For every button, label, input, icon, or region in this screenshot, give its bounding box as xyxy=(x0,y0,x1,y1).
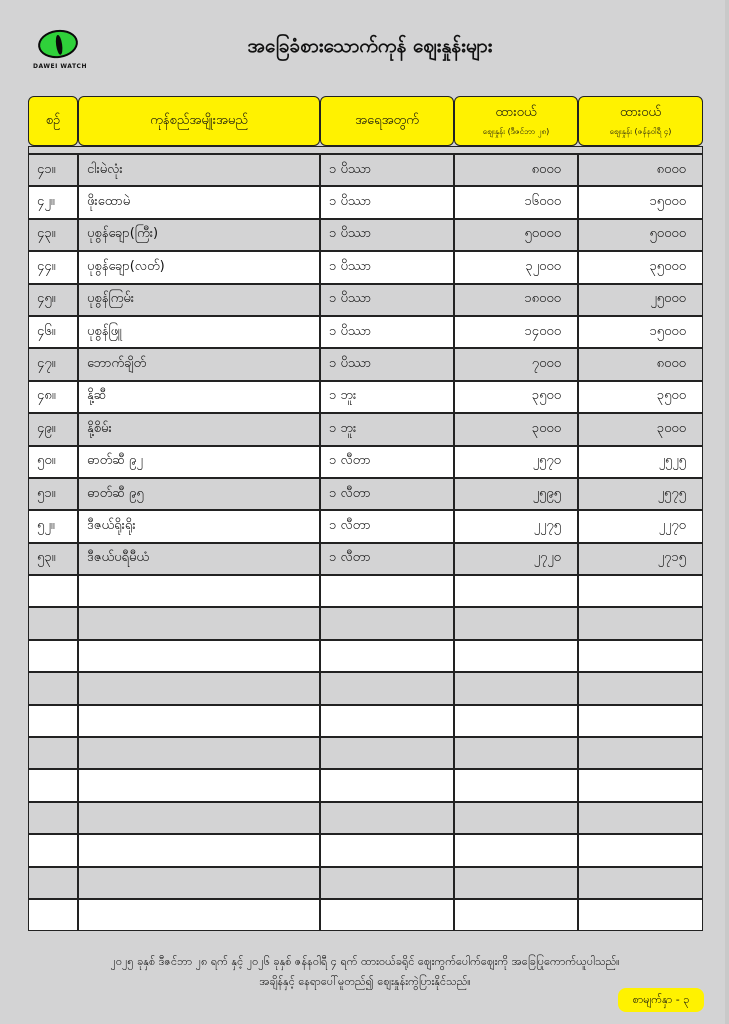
cell-qty xyxy=(320,899,454,931)
eye-logo-icon xyxy=(36,27,80,60)
table-row xyxy=(28,543,703,575)
cell-no: ၄၂။ xyxy=(28,186,78,218)
cell-qty: ၁ လီတာ xyxy=(320,510,454,542)
cell-item: ပုစွန်ကြမ်း xyxy=(78,284,320,316)
cell-no xyxy=(28,705,78,737)
cell-qty: ၁ လီတာ xyxy=(320,478,454,510)
table-row xyxy=(28,219,703,251)
cell-p2: ၂၅၇၅ xyxy=(578,478,703,510)
cell-no xyxy=(28,899,78,931)
table-row xyxy=(28,802,703,834)
cell-qty xyxy=(320,640,454,672)
cell-p2 xyxy=(578,867,703,899)
cell-p2 xyxy=(578,607,703,639)
cell-item xyxy=(78,867,320,899)
brand-name: DAWEI WATCH xyxy=(33,63,87,70)
cell-p2: ၂၅၂၅ xyxy=(578,446,703,478)
cell-p2: ၈၀၀၀ xyxy=(578,348,703,380)
price-table xyxy=(28,96,703,931)
cell-p2: ၂၂၇၀ xyxy=(578,510,703,542)
cell-item xyxy=(78,607,320,639)
cell-p2 xyxy=(578,575,703,607)
cell-p1: ၁၈၀၀၀ xyxy=(454,284,578,316)
table-row xyxy=(28,737,703,769)
col-header-qty: အရေအတွက် xyxy=(320,96,454,146)
cell-qty xyxy=(320,802,454,834)
page-edge xyxy=(725,0,729,1024)
table-row xyxy=(28,251,703,283)
cell-p1: ၂၂၇၅ xyxy=(454,510,578,542)
cell-qty xyxy=(320,867,454,899)
cell-item xyxy=(78,640,320,672)
cell-no: ၄၁။ xyxy=(28,154,78,186)
cell-no: ၅၁။ xyxy=(28,478,78,510)
cell-no: ၄၅။ xyxy=(28,284,78,316)
cell-no xyxy=(28,607,78,639)
cell-qty xyxy=(320,607,454,639)
table-row xyxy=(28,640,703,672)
cell-item: ပုစွန်ချော(ကြီး) xyxy=(78,219,320,251)
cell-item xyxy=(78,769,320,801)
cell-p2 xyxy=(578,802,703,834)
cell-p1 xyxy=(454,834,578,866)
cell-item: ဒီဇယ်ပရီမီယံ xyxy=(78,543,320,575)
cell-p2 xyxy=(578,640,703,672)
table-row xyxy=(28,899,703,931)
cell-item: ဖိုးထောမဲ xyxy=(78,186,320,218)
cell-no: ၄၆။ xyxy=(28,316,78,348)
table-row xyxy=(28,186,703,218)
cell-no xyxy=(28,575,78,607)
cell-p1: ၂၅၇၀ xyxy=(454,446,578,478)
cell-p1 xyxy=(454,705,578,737)
cell-p2 xyxy=(578,737,703,769)
table-row xyxy=(28,769,703,801)
cell-p1 xyxy=(454,769,578,801)
cell-item xyxy=(78,899,320,931)
cell-qty: ၁ လီတာ xyxy=(320,446,454,478)
table-row xyxy=(28,867,703,899)
cell-qty: ၁ ပိဿာ xyxy=(320,348,454,380)
brand-logo xyxy=(30,30,90,80)
cell-no: ၅၀။ xyxy=(28,446,78,478)
cell-qty xyxy=(320,737,454,769)
cell-p1: ၁၄၀၀၀ xyxy=(454,316,578,348)
col-header-price-jan: ထားဝယ် ဈေးနှုန်း (ဇန်နဝါရီ ၄) xyxy=(578,96,703,146)
cell-qty xyxy=(320,672,454,704)
cell-item: နို့စိမ်း xyxy=(78,413,320,445)
cell-p1 xyxy=(454,575,578,607)
col-header-item: ကုန်စည်အမျိုးအမည် xyxy=(78,96,320,146)
cell-p2 xyxy=(578,705,703,737)
cell-qty xyxy=(320,575,454,607)
cell-p2 xyxy=(578,834,703,866)
cell-p1: ၅၀၀၀၀ xyxy=(454,219,578,251)
cell-item: ငါးမဲလုံး xyxy=(78,154,320,186)
footer-note: ၂၀၂၅ ခုနှစ် ဒီဇင်ဘာ ၂၈ ရက် နှင့် ၂၀၂၆ ခုနှစ် ဇန်နဝါရီ ၄ ရက် ထားဝယ်ခရိုင် ဈေးကွက်ပေါက်ဈေးကို အခြေပြုကောက်ယူပါသည်။ အချိန်နှင့် နေရာပေါ်မူတည်၍ ဈေးနှုန်းကွဲပြားနိုင်သည်။ xyxy=(110,955,620,988)
table-row xyxy=(28,478,703,510)
cell-qty: ၁ ဘူး xyxy=(320,381,454,413)
cell-item: ဓာတ်ဆီ ၉၅ xyxy=(78,478,320,510)
table-row xyxy=(28,510,703,542)
cell-no xyxy=(28,737,78,769)
cell-no xyxy=(28,867,78,899)
cell-p2 xyxy=(578,899,703,931)
cell-no: ၄၈။ xyxy=(28,381,78,413)
cell-p1: ၃၅၀၀ xyxy=(454,381,578,413)
cell-p2 xyxy=(578,672,703,704)
cell-p1: ၂၇၂၀ xyxy=(454,543,578,575)
cell-item: ဒီဇယ်ရိုးရိုး xyxy=(78,510,320,542)
cell-item xyxy=(78,575,320,607)
table-row xyxy=(28,381,703,413)
col-header-price-dec: ထားဝယ် ဈေးနှုန်း (ဒီဇင်ဘာ ၂၈) xyxy=(454,96,578,146)
table-body xyxy=(28,154,703,931)
cell-no: ၄၇။ xyxy=(28,348,78,380)
cell-no: ၅၂။ xyxy=(28,510,78,542)
cell-qty xyxy=(320,834,454,866)
cell-no xyxy=(28,640,78,672)
cell-qty xyxy=(320,705,454,737)
cell-item: ပုစွန်ချော(လတ်) xyxy=(78,251,320,283)
cell-p1 xyxy=(454,802,578,834)
cell-item xyxy=(78,672,320,704)
cell-p2: ၃၀၀၀ xyxy=(578,413,703,445)
cell-qty: ၁ ပိဿာ xyxy=(320,284,454,316)
cell-qty: ၁ ဘူး xyxy=(320,413,454,445)
cell-p1: ၈၀၀၀ xyxy=(454,154,578,186)
cell-p1 xyxy=(454,672,578,704)
cell-p2: ၃၅၀၀၀ xyxy=(578,251,703,283)
cell-p2: ၅၀၀၀၀ xyxy=(578,219,703,251)
table-row xyxy=(28,446,703,478)
col-header-no: စဉ် xyxy=(28,96,78,146)
page-number-badge: စာမျက်နှာ - ၃ xyxy=(618,988,704,1012)
cell-p1 xyxy=(454,899,578,931)
table-header xyxy=(28,96,703,146)
cell-qty: ၁ ပိဿာ xyxy=(320,316,454,348)
cell-item xyxy=(78,834,320,866)
cell-p1 xyxy=(454,867,578,899)
cell-item xyxy=(78,802,320,834)
cell-item: ဓာတ်ဆီ ၉၂ xyxy=(78,446,320,478)
cell-p1 xyxy=(454,607,578,639)
cell-p1: ၁၆၀၀၀ xyxy=(454,186,578,218)
cell-no: ၄၃။ xyxy=(28,219,78,251)
cell-item: ဘောက်ချိတ် xyxy=(78,348,320,380)
cell-no: ၅၃။ xyxy=(28,543,78,575)
cell-p1: ၂၅၉၅ xyxy=(454,478,578,510)
table-row xyxy=(28,316,703,348)
table-row xyxy=(28,348,703,380)
cell-no: ၄၄။ xyxy=(28,251,78,283)
cell-p1: ၃၂၀၀၀ xyxy=(454,251,578,283)
cell-no xyxy=(28,672,78,704)
cell-qty xyxy=(320,769,454,801)
cell-p2: ၂၅၀၀၀ xyxy=(578,284,703,316)
cell-p2: ၃၅၀၀ xyxy=(578,381,703,413)
cell-item xyxy=(78,705,320,737)
cell-item: ပုစွန်ဖြူ xyxy=(78,316,320,348)
cell-qty: ၁ လီတာ xyxy=(320,543,454,575)
page-title: အခြေခံစားသောက်ကုန် ဈေးနှုန်းများ xyxy=(247,35,493,57)
cell-no: ၄၉။ xyxy=(28,413,78,445)
table-row xyxy=(28,284,703,316)
cell-p1: ၃၀၀၀ xyxy=(454,413,578,445)
cell-no xyxy=(28,802,78,834)
cell-p1 xyxy=(454,737,578,769)
table-row xyxy=(28,705,703,737)
table-row xyxy=(28,834,703,866)
table-row xyxy=(28,575,703,607)
cell-p2: ၂၇၁၅ xyxy=(578,543,703,575)
cell-qty: ၁ ပိဿာ xyxy=(320,251,454,283)
table-row xyxy=(28,413,703,445)
table-row xyxy=(28,607,703,639)
cell-p2: ၁၅၀၀၀ xyxy=(578,316,703,348)
cell-p2: ၁၅၀၀၀ xyxy=(578,186,703,218)
cell-no xyxy=(28,769,78,801)
table-row xyxy=(28,154,703,186)
cell-p1: ၇၀၀၀ xyxy=(454,348,578,380)
cell-item: နို့ဆီ xyxy=(78,381,320,413)
cell-qty: ၁ ပိဿာ xyxy=(320,219,454,251)
cell-qty: ၁ ပိဿာ xyxy=(320,186,454,218)
cell-qty: ၁ ပိဿာ xyxy=(320,154,454,186)
table-row xyxy=(28,672,703,704)
cell-no xyxy=(28,834,78,866)
cell-p2 xyxy=(578,769,703,801)
cell-p1 xyxy=(454,640,578,672)
cell-p2: ၈၀၀၀ xyxy=(578,154,703,186)
cell-item xyxy=(78,737,320,769)
